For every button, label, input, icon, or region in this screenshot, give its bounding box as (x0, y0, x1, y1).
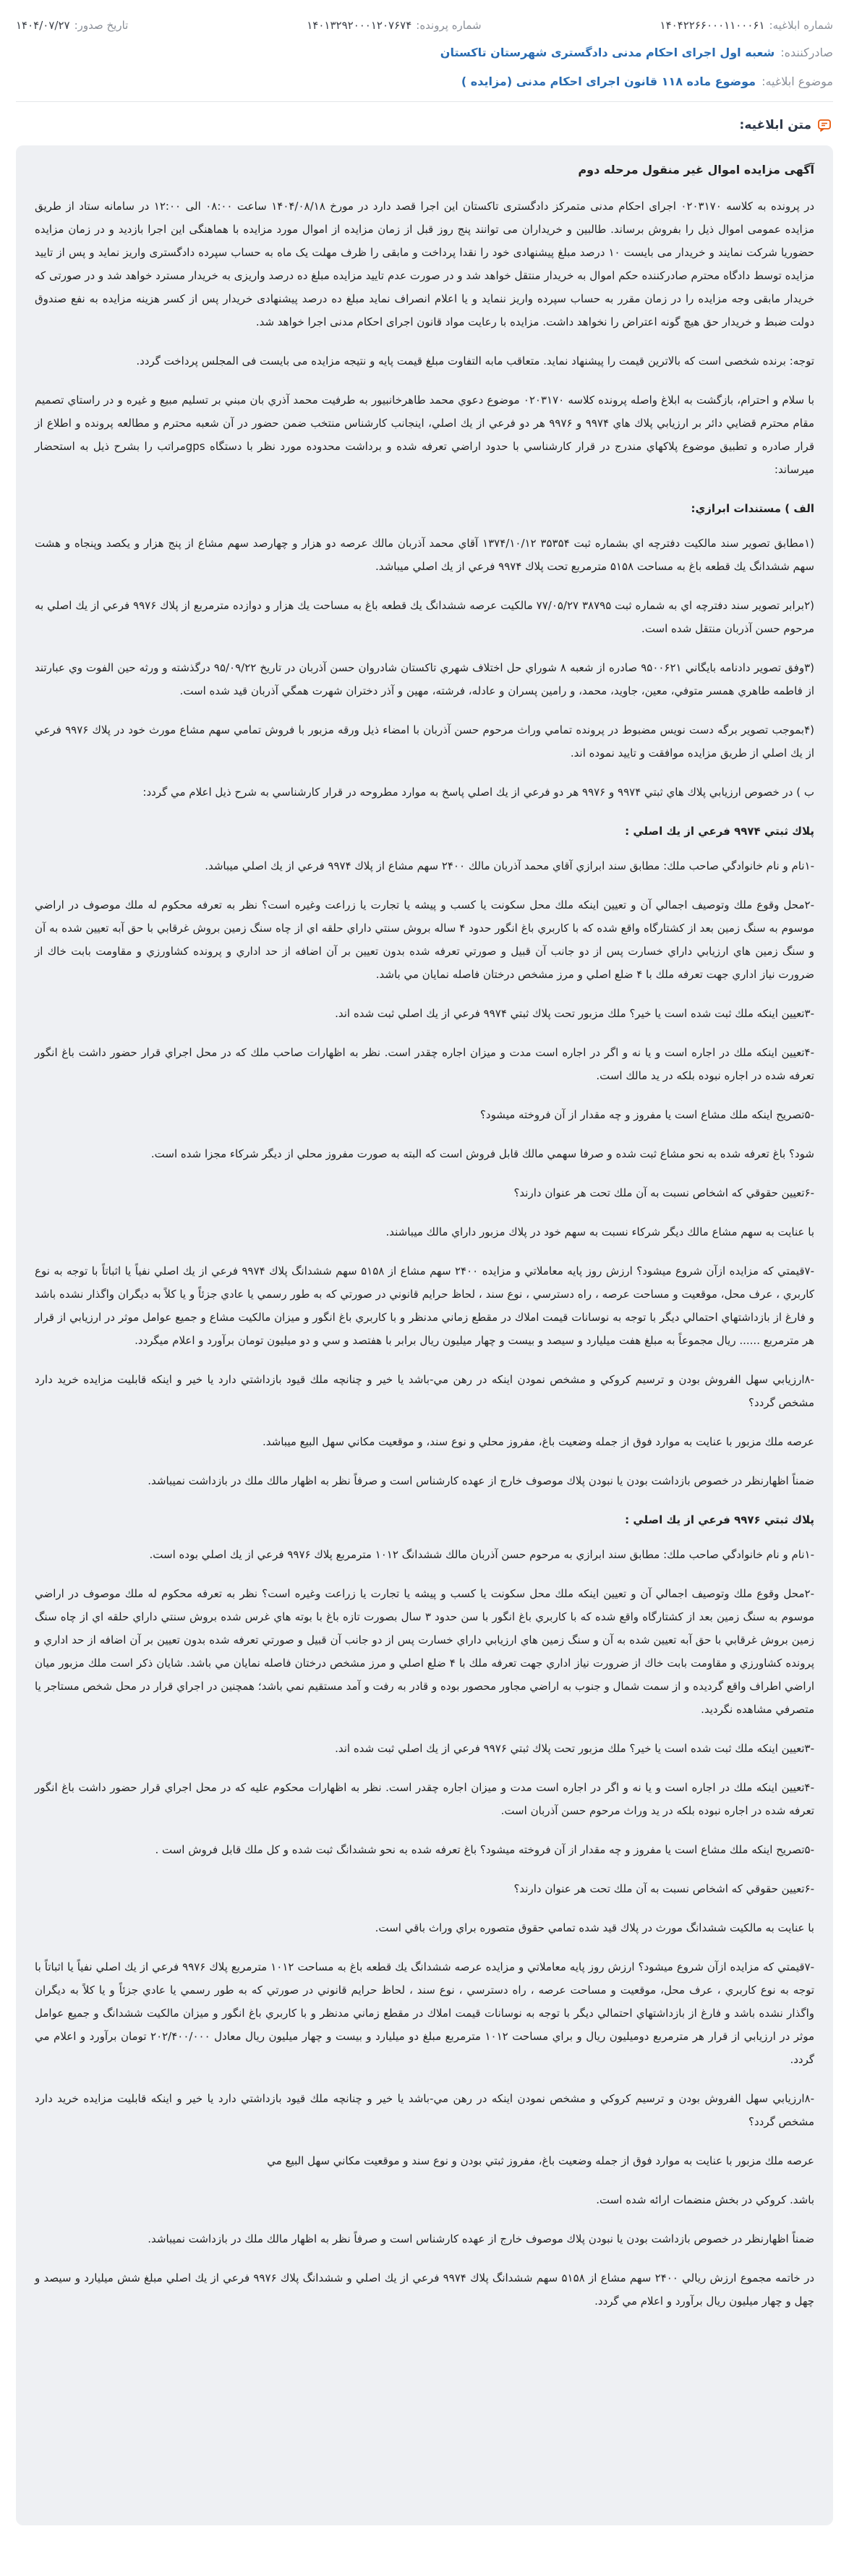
total-valuation: در خاتمه مجموع ارزش ريالي ۲۴۰۰ سهم مشاع از ۵۱۵۸ سهم ششدانگ پلاك ۹۹۷۴ فرعي از يك اصلي و ششدانگ پلاك ۹۹۷۶ فرعي از يك اصلي مبلغ شش ميليارد و سيصد و چهل و چهار ميليون ريال برآورد و اعلام مي گردد. (35, 2271, 814, 2308)
plot-9976-rights-answer: با عنايت به مالكيت ششدانگ مورث در پلاك قيد شده تمامي حقوق متصوره براي وراث باقي است. (375, 1921, 814, 1934)
section-title (16, 111, 833, 140)
plot-9974-price: -۷قيمتي كه مزايده ازآن شروع ميشود؟ ارزش روز پايه معاملاتي و مزايده ۲۴۰۰ سهم مشاع از ۵۱۵۸ سهم ششدانگ پلاك ۹۹۷۴ فرعي از يك اصلي نفياً يا اثباتاً با توجه به نوع كاربري ، عرف محل، موقعيت و مساحت عرصه ، راه دسترسي ، نوع سند ، لحاظ حرايم قانوني در صورتي كه به طور رسمي يا عادي جزئاً و يا كلاً به ديگران واگذار نشده باشد و فارغ از بازداشتهاي احتمالي ديگر با توجه به نوسانات قيمت املاك در مقطع زماني مدنظر و با كاربري باغ انگور و ميزان مالكيت مشاع و جميع عوامل موثر در ارزيابي از قرار هر مترمربع ...... ريال مجموعاً به مبلغ هفت ميليارد و سيصد و بيست و چهار ميليون ريال برابر با هفتصد و سي و دو ميليون تومان برآورد و اعلام ميگردد. (35, 1264, 814, 1347)
plot-9974-location: -۲محل وقوع ملك وتوصيف اجمالي آن و تعيين اينكه ملك محل سكونت يا كسب و پيشه يا تجارت يا زراعت وغيره است؟ نظر به تعرفه محكوم له ملك موصوف در اراضي موسوم به سنگ زمين بعد از كشتارگاه واقع شده كه با كاربري باغ انگور حدود ۴ ساله بروش سنتي داراي حلقه اي از چاه سنگ زمين بروش غرقابي با حق آبه تعيين شده به آن و سنگ زمين هاي ارزيابي داراي خسارت پس از دو جانب آن قبيل و صورتي تعرفه شده بدون تعيين بر آن اضافه از حد اداري و پرونده كشاورزي و مقاومت بابت خاك از ضرورت نياز اداري جهت تعرفه ملك با ۴ ضلع اصلي و مرز مشخص درختان فاصله نمايان مي باشد. (35, 898, 814, 981)
notice-meta-row (16, 13, 833, 38)
plot-9974-rights-answer: با عنايت به سهم مشاع مالك ديگر شركاء نسبت به سهم خود در پلاك مزبور داراي مالك ميباشند. (385, 1225, 814, 1238)
plot-9976-lease: -۴تعيين اينكه ملك در اجاره است و يا نه و اگر در اجاره است مدت و ميزان اجاره چقدر است. نظر به اظهارات محكوم عليه كه در محل اجراي قرار حضور داشت باغ انگور تعرفه شده در اجاره نبوده بلكه در يد وراث مرحوم حسن آذربان است. (35, 1781, 814, 1817)
header-divider (16, 101, 833, 102)
message-text-icon-svg (817, 118, 832, 132)
plot-9974-rights-question: -۶تعيين حقوقي كه اشخاص نسبت به آن ملك تحت هر عنوان دارند؟ (513, 1186, 814, 1199)
plot-9974-share-answer: شود؟ باغ تعرفه شده به نحو مشاع ثبت شده و صرفا سهمي مالك قابل فروش است كه البته به صورت مفروز محلي از ديگر شركاء مجزا شده است. (150, 1147, 814, 1160)
issue-date-value: ۱۴۰۴/۰۷/۲۷ (16, 19, 70, 32)
evidence-item-1: (۱مطابق تصوير سند مالكيت دفترچه اي بشماره ثبت ۳۵۳۵۴ ۱۳۷۴/۱۰/۱۲ آقاي محمد آذربان مالك عرصه دو هزار و چهارصد سهم مشاع از پنج هزار و يكصد وپنجاه و هشت سهم ششدانگ يك قطعه باغ به مساحت ۵۱۵۸ مترمربع تحت پلاك ۹۹۷۴ فرعي از يك اصلي ميباشد. (35, 537, 814, 573)
notice-header (0, 0, 849, 140)
plot-9976-location: -۲محل وقوع ملك وتوصيف اجمالي آن و تعيين اينكه ملك محل سكونت يا كسب و پيشه يا تجارت يا زراعت وغيره است؟ نظر به تعرفه محكوم له ملك موصوف در اراضي موسوم به سنگ زمين بعد از كشتارگاه واقع شده كه با كاربري باغ انگور با سن حدود ۳ سال بصورت تازه باغ با بوته هاي غرس شده بروش سنتي داراي حلقه اي از چاه سنگ زمين بروش غرقابي با حق آبه تعيين شده به آن و سنگ زمين هاي ارزيابي داراي خسارت پس از دو جانب آن قبيل و صورتي تعرفه شده بدون تعيين بر آن اضافه از حد اداري و پرونده كشاورزي و مقاومت بابت خاك از ضرورت نياز اداري جهت تعرفه ملك با ۴ ضلع اصلي و مرز مشخص درختان فاصله نمايان مي باشد. شايان ذكر است ملك مزبور ميان اراضي اطراف واقع گرديده و از سمت شمال و جنوب به اراضي مجاور محصور بوده و قادر به رفت و آمد مستقيم نمي باشد؛ همچنين در اجراي قرار در محل شخص مستاجر يا متصرفي مشاهده نگرديد. (35, 1587, 814, 1716)
plot-9974-saleability-question: -۸ارزيابي سهل الفروش بودن و ترسيم كروكي و مشخص نمودن اينكه در رهن مي-باشد يا خير و چنانچه ملك قيود بازداشتي دارد يا خير و اينكه قابليت مزايده خريد دارد مشخص گردد؟ (35, 1373, 814, 1409)
plot-9974-heading: پلاك ثبتي ۹۹۷۴ فرعي از يك اصلي : (625, 825, 814, 838)
plot-9974-seizure-note: ضمناً اظهارنظر در خصوص بازداشت بودن يا نبودن پلاك موصوف خارج از عهده كارشناس است و صرفاً نظر به اظهار مالك ملك در بازداشت نميباشد. (148, 1474, 814, 1487)
auction-intro-paragraph: در پرونده به کلاسه ۰۲۰۳۱۷۰ اجرای احکام مدنی متمرکز دادگستری تاکستان این اجرا قصد دارد در مورخ ۱۴۰۴/۰۸/۱۸ ساعت ۰۸:۰۰ الی ۱۲:۰۰ در سامانه ستاد از طریق مزایده عمومی اموال ذیل را بفروش برساند. طالبین و خریداران می توانند پنج روز قبل از زمان مزایده از اموال مورد مزایده با هماهنگی این اجرا بازدید و در زمان مزایده حضوریا شرکت نمایند و خریدار می بایست ۱۰ درصد مبلغ پیشنهادی خود را نقدا پرداخت و مابقی را ظرف مهلت یک ماه به حساب سپرده دادگستری واریز نماید و پس از تایید مزایده توسط دادگاه محترم صادرکننده حکم اموال به خریدار منتقل خواهد شد و در صورت عدم تایید مزایده مبلغ ده درصد واریزی به خریدار مسترد خواهد شد و در صورتی که خریدار مابقی وجه مزایده را در زمان مقرر به حساب سپرده واریز ننماید و یا اعلام انصراف نماید مبلغ ده درصد پیشنهادی خریدار پس از کسر هزینه مزایده به نفع صندوق دولت ضبط و خریدار حق هیچ گونه اعتراض را نخواهد داشت. مزایده با رعایت مواد قانون اجرای احکام مدنی اجرا خواهد شد. (35, 200, 814, 328)
plot-9976-seizure-note: ضمناً اظهارنظر در خصوص بازداشت بودن يا نبودن پلاك موصوف خارج از عهده كارشناس است و صرفاً نظر به اظهار مالك ملك در بازداشت نميباشد. (148, 2232, 814, 2245)
evidence-item-2: (۲برابر تصوير سند دفترچه اي به شماره ثبت ۳۸۷۹۵ ۷۷/۰۵/۲۷ مالكيت عرصه ششدانگ يك قطعه باغ به مساحت يك هزار و دوازده مترمربع از پلاك ۹۹۷۶ فرعي از يك اصلي به مرحوم حسن آذربان منتقل شده است. (35, 599, 814, 635)
subject-value: موضوع ماده ۱۱۸ قانون اجرای احکام مدنی (مزایده ) (461, 74, 756, 88)
notice-number-value: ۱۴۰۴۲۲۶۶۰۰۰۱۱۰۰۰۶۱ (660, 19, 765, 32)
plot-9974-lease: -۴تعيين اينكه ملك در اجاره است و يا نه و اگر در اجاره است مدت و ميزان اجاره چقدر است. نظر به اظهارات صاحب ملك كه در محل اجراي قرار حضور داشت باغ انگور تعرفه شده در اجاره نبوده بلكه در يد مالك است. (35, 1046, 814, 1082)
subject-label: موضوع ابلاغیه: (761, 74, 833, 88)
plot-9974-owner: -۱نام و نام خانوادگي صاحب ملك: مطابق سند ابرازي آقاي محمد آذربان مالك ۲۴۰۰ سهم مشاع از پلاك ۹۹۷۴ فرعي از يك اصلي ميباشد. (205, 859, 814, 872)
issuer-value: شعبه اول اجرای احکام مدنی دادگستری شهرستان تاکستان (440, 45, 775, 59)
case-number-label: شماره پرونده: (416, 19, 482, 32)
evidence-item-4: (۴بموجب تصوير برگه دست نويس مضبوط در پرونده تمامي وراث مرحوم حسن آذربان با امضاء ذيل ورقه مزبور با فروش تمامي سهم مشاع مورث خود در پلاك ۹۹۷۶ فرعي از يك اصلي از طريق مزايده موافقت و تاييد نموده اند. (35, 723, 815, 760)
notice-number (660, 19, 833, 32)
valuation-intro: ب ) در خصوص ارزيابي پلاك هاي ثبتي ۹۹۷۴ و ۹۹۷۶ هر دو فرعي از يك اصلي پاسخ به موارد مطروحه در قرار كارشناسي به شرح ذيل اعلام مي گردد: (142, 786, 814, 799)
notice-body-card (16, 145, 833, 2525)
expert-report-intro: با سلام و احترام، بازگشت به ابلاغ واصله پرونده کلاسه ۰۲۰۳۱۷۰ موضوع دعوي محمد طاهرخانبيور به طرفيت محمد آذري بان مبني بر تسليم مبيع و غيره و در راستاي تصميم مقام محترم قضايي دائر بر ارزيابي پلاك هاي ۹۹۷۴ و ۹۹۷۶ هر دو فرعي از يك اصلي، اينجانب كارشناس منتخب ضمن حضور در آن شعبه محترم و مطالعه پرونده و اطلاع از قرار صادره و تطبيق موضوع پلاكهاي مندرج در قرار كارشناسي با حدود اراضي تعرفه شده و برداشت محدوده مورد نظر با دستگاه gpsمراتب را بشرح ذيل به استحضار ميرساند: (35, 394, 814, 476)
plot-9976-owner: -۱نام و نام خانوادگي صاحب ملك: مطابق سند ابرازي به مرحوم حسن آذربان مالك ششدانگ ۱۰۱۲ مترمربع پلاك ۹۹۷۶ فرعي از يك اصلي بوده است. (149, 1548, 814, 1561)
plot-9974-saleability-answer: عرصه ملك مزبور با عنايت به موارد فوق از جمله وضعيت باغ، مفروز محلي و نوع سند، و موقعيت مكاني سهل البيع ميباشد. (263, 1435, 814, 1448)
plot-9974-registered: -۳تعيين اينكه ملك ثبت شده است يا خير؟ ملك مزبور تحت پلاك ثبتي ۹۹۷۴ فرعي از يك اصلي ثبت شده اند. (335, 1007, 814, 1020)
plot-9976-saleability-answer: عرصه ملك مزبور با عنايت به موارد فوق از جمله وضعيت باغ، مفروز ثبتي بودن و نوع سند و موقعيت مكاني سهل البيع مي (267, 2154, 814, 2167)
notice-number-label: شماره ابلاغیه: (769, 19, 833, 32)
issuer-label: صادرکننده: (780, 45, 833, 59)
plot-9976-saleability-question: -۸ارزيابي سهل الفروش بودن و ترسيم كروكي و مشخص نمودن اينكه در رهن مي-باشد يا خير و چنانچه ملك قيود بازداشتي دارد يا خير و اينكه قابليت مزايده خريد دارد مشخص گردد؟ (35, 2092, 814, 2128)
case-number (307, 19, 481, 32)
auction-note-paragraph: توجه: برنده شخصی است که بالاترین قیمت را پیشنهاد نماید. متعاقب مابه التفاوت مبلغ قیمت پایه و نتیجه مزایده می بایست فی المجلس پرداخت گردد. (136, 354, 814, 367)
issue-date (16, 19, 128, 32)
plot-9974-share-question: -۵تصريح اينكه ملك مشاع است يا مفروز و چه مقدار از آن فروخته ميشود؟ (479, 1108, 814, 1121)
evidence-item-3: (۳وفق تصوير دادنامه بايگاني ۹۵۰۰۶۲۱ صادره از شعبه ۸ شوراي حل اختلاف شهري تاكستان شادروان حسن آذربان در تاريخ ۹۵/۰۹/۲۲ درگذشته و ورثه حين الفوت وي عبارتند از فاطمه طاهري همسر متوفي، معين، جاويد، محمد، و رامين پسران و عادله، فرشته، مهين و آذر دختران شهرت همگي آذربان قيد شده است. (35, 661, 814, 697)
issue-date-label: تاریخ صدور: (74, 19, 129, 32)
subject-row (16, 67, 833, 95)
section-title-text: متن ابلاغیه: (739, 118, 811, 132)
plot-9976-price: -۷قيمتي كه مزايده ازآن شروع ميشود؟ ارزش روز پايه معاملاتي و مزايده عرصه ششدانگ يك قطعه باغ به مساحت ۱۰۱۲ مترمربع پلاك ۹۹۷۶ فرعي از يك اصلي نفياً يا اثباتاً با توجه به نوع كاربري ، عرف محل، موقعيت و مساحت عرصه ، راه دسترسي ، نوع سند ، لحاظ حرايم قانوني در صورتي كه به طور رسمي يا عادي جزئاً و يا كلاً به ديگران واگذار نشده باشد و فارغ از بازداشتهاي احتمالي ديگر با توجه به نوسانات قيمت املاك در مقطع زماني مدنظر و با كاربري باغ انگور و ميزان مالكيت ششدانگ و جميع عوامل موثر در ارزيابي از قرار هر مترمربع دوميليون ريال و براي مساحت ۱۰۱۲ مترمربع مبلغ دو ميليارد و بيست و چهار ميليون ريال معادل ۲۰۲/۴۰۰/۰۰۰ تومان برآورد و اعلام مي گردد. (35, 1960, 814, 2066)
plot-9976-heading: پلاك ثبتي ۹۹۷۶ فرعي از يك اصلي : (625, 1513, 814, 1526)
auction-heading: آگهی مزایده اموال غیر منقول مرحله دوم (578, 163, 814, 177)
case-number-value: ۱۴۰۱۳۲۹۲۰۰۰۱۲۰۷۶۷۴ (307, 19, 412, 32)
plot-9976-rights-question: -۶تعيين حقوقي كه اشخاص نسبت به آن ملك تحت هر عنوان دارند؟ (513, 1882, 814, 1895)
evidence-heading: الف ) مستندات ابرازي: (691, 502, 814, 515)
plot-9976-registered: -۳تعيين اينكه ملك ثبت شده است يا خير؟ ملك مزبور تحت پلاك ثبتي ۹۹۷۶ فرعي از يك اصلي ثبت شده اند. (335, 1742, 814, 1755)
message-text-icon (817, 118, 832, 132)
plot-9976-share: -۵تصريح اينكه ملك مشاع است يا مفروز و چه مقدار از آن فروخته ميشود؟ باغ تعرفه شده به نحو ششدانگ ثبت شده و كل ملك قابل فروش است . (155, 1843, 814, 1856)
issuer-row (16, 38, 833, 67)
plot-9976-sketch-note: باشد. كروكي در بخش منضمات ارائه شده است. (596, 2193, 814, 2206)
